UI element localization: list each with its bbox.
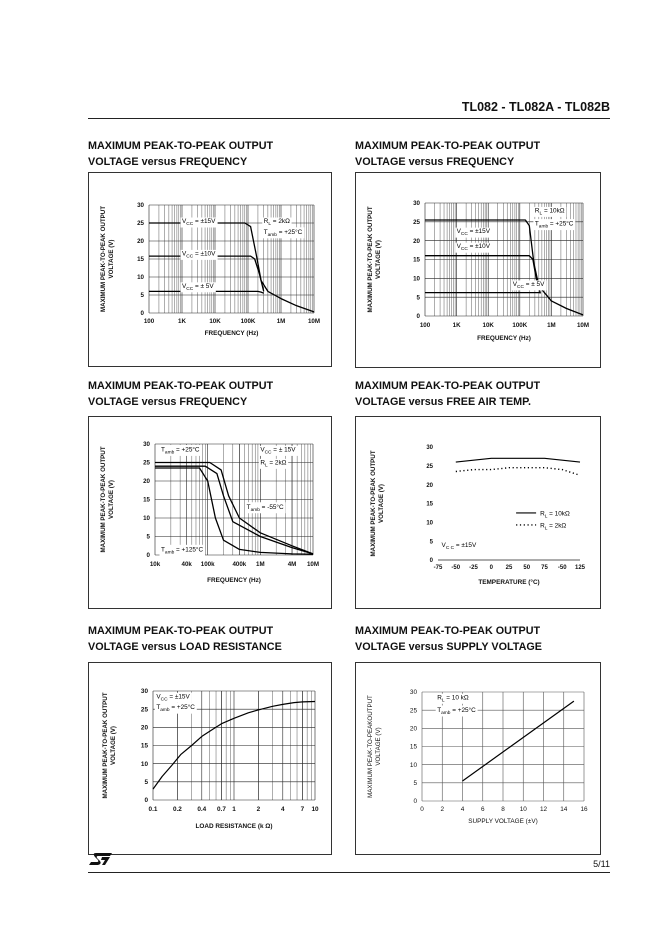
chart3-y-tick-label: 15 [143,496,150,504]
chart3-x-tick-label: 10k [149,561,161,568]
svg-text:RL = 10kΩ: $R_L = 10k\Omega$ [534,207,565,217]
chart5-x-tick-label: 2 [256,806,261,813]
chart6-y-tick-label: 10 [409,761,417,769]
chart1-title-line2: VOLTAGE versus FREQUENCY [88,156,248,168]
chart3-x-tick-label: 4M [287,561,297,568]
chart4-legend-entry [516,510,570,519]
chart5-title [88,623,338,655]
chart5-x-tick-label: 1 [232,806,236,813]
chart6-y-tick-label: 0 [413,798,417,806]
svg-text:VCC = ±15V: $V_{CC} = \pm 15V$ [156,693,190,703]
chart4-x-tick-label: 75 [541,565,548,571]
svg-text:VCC = ± 5V: $V_{CC}$ = ± 5V [512,280,545,290]
chart4-x-tick-label: -75 [433,565,443,571]
chart4-frame [355,416,601,609]
chart3-frame [88,416,332,609]
chart6-annotation [436,694,471,704]
chart1-svg [89,173,331,366]
chart1-annotation [262,227,304,238]
chart4-title-line2: VOLTAGE versus FREE AIR TEMP. [355,396,531,408]
chart6-y-tick-label: 20 [409,725,417,733]
chart6-title-line1: MAXIMUM PEAK-TO-PEAK OUTPUT [355,625,541,637]
chart3-y-tick-label: 20 [143,478,150,486]
chart5-frame [88,662,332,855]
chart6-x-tick-label: 16 [580,806,588,813]
chart3-y-tick-label: 5 [146,533,150,541]
chart3-x-axis-label: FREQUENCY (Hz) [207,577,261,584]
chart1-frame [88,172,332,367]
chart4-y-tick-label: 30 [426,445,433,452]
chart1-y-tick-label: 15 [137,256,144,264]
page-number: 5/11 [593,859,610,869]
chart3-y-tick-label: 30 [143,441,150,449]
chart1-y-axis-label: MAXIMUM PEAK-TO-PEAK OUTPUTVOLTAGE (V) [100,205,115,313]
chart6-frame [355,662,601,855]
svg-text:VCC = ±15V: $V_{CC} = \pm 15V$ [182,218,216,227]
chart3-x-tick-label: 40k [181,561,192,568]
chart2-y-tick-label: 25 [413,219,420,227]
chart3-x-tick-label: 10M [306,561,320,568]
svg-text:Tamb = +25°C: $T_{amb} = +25^\circ C$ [534,220,574,230]
chart4-x-tick-label: 50 [523,565,531,571]
svg-text:VCC = ± 15V: $V_{CC}$ = ± 15V [260,446,296,456]
chart1-annotation [181,282,216,292]
chart2-annotation [455,243,492,253]
chart2-annotation [455,228,492,238]
chart4-x-tick-label: 125 [574,565,586,571]
chart2-y-tick-label: 0 [416,313,420,321]
document-title: TL082 - TL082A - TL082B [461,100,610,114]
chart2-x-tick-label: 1K [452,322,461,329]
chart4-x-tick-label: -50 [451,565,461,571]
chart1-x-tick-label: 10K [209,318,221,325]
chart3-svg [89,417,331,608]
chart4-series-line [456,468,580,476]
chart6-svg [356,663,600,854]
chart1-y-tick-label: 20 [137,238,144,246]
chart5-y-tick-label: 0 [144,797,148,805]
chart4-y-tick-label: 5 [429,539,433,546]
chart5-title-line1: MAXIMUM PEAK-TO-PEAK OUTPUT [88,625,274,637]
chart1-x-tick-label: 100 [143,318,155,325]
chart6-x-tick-label: 4 [460,806,465,813]
svg-text:Tamb = +125°C: $T_{amb} = +125^\circ C$ [161,546,204,556]
chart2-y-tick-label: 10 [413,275,420,283]
footer-rule [88,872,610,873]
chart5-x-tick-label: 0.4 [197,806,207,813]
chart2-x-tick-label: 100 [419,322,431,329]
chart1-y-tick-label: 5 [140,292,144,300]
chart3-series-line [155,466,313,554]
chart6-annotation [436,705,478,716]
svg-text:RL = 2kΩ: $R_L = 2k\Omega$ [540,522,567,532]
chart4-svg [356,417,600,608]
chart3-annotation [259,459,288,469]
chart4-title [355,378,605,410]
chart5-y-tick-label: 15 [140,742,148,750]
chart3-y-axis-label: MAXIMUM PEAK-TO-PEAK OUTPUTVOLTAGE (V) [100,446,115,553]
chart5-y-tick-label: 10 [140,760,148,768]
svg-text:VCC = ±15V: $V_{CC} = \pm 15V$ [456,228,490,238]
chart3-y-tick-label: 25 [143,459,150,467]
chart5-y-tick-label: 25 [140,706,148,714]
svg-text:VC C = ±15V: $V_{C C} = \pm 15V$ [441,541,477,551]
chart6-x-tick-label: 2 [440,806,445,813]
chart5-x-tick-label: 7 [300,806,305,813]
chart4-y-tick-label: 0 [429,558,433,565]
chart5-x-tick-label: 0.1 [148,806,158,813]
chart1-annotation [181,218,218,228]
chart1-title-line1: MAXIMUM PEAK-TO-PEAK OUTPUT [88,140,274,152]
chart2-x-tick-label: 100K [512,322,528,329]
chart1-y-tick-label: 0 [140,310,144,318]
chart3-title-line1: MAXIMUM PEAK-TO-PEAK OUTPUT [88,380,274,392]
chart5-y-tick-label: 30 [140,688,148,696]
chart1-y-tick-label: 30 [137,202,144,210]
chart6-x-axis-label: SUPPLY VOLTAGE (±V) [468,818,538,825]
chart2-y-axis-label: MAXIMUM PEAK-TO-PEAK OUTPUTVOLTAGE (V) [367,206,382,313]
chart6-series-line [463,701,574,781]
chart4-title-line1: MAXIMUM PEAK-TO-PEAK OUTPUT [355,380,541,392]
svg-text:RL = 2kΩ: $R_L = 2k\Omega$ [263,218,290,227]
svg-text:VCC = ± 5V: $V_{CC}$ = ± 5V [182,282,214,292]
chart3-annotation [160,445,202,456]
chart4-series-line [456,458,580,462]
chart5-x-tick-label: 10 [311,806,319,813]
svg-text:RL = 2kΩ: $R_L = 2k\Omega$ [260,459,287,469]
chart2-x-tick-label: 10M [576,322,590,329]
chart3-x-tick-label: 100k [200,561,215,568]
chart3-annotation [245,502,285,513]
chart2-x-tick-label: 10K [482,322,494,329]
st-logo-icon [88,852,114,866]
chart2-annotation [533,219,575,230]
chart6-y-tick-label: 30 [409,689,417,697]
chart3-y-tick-label: 10 [143,515,150,523]
chart3-x-tick-label: 1M [256,561,265,568]
svg-text:Tamb = +25°C: $T_{amb} = +25^\circ C$ [437,706,476,716]
chart1-x-tick-label: 100K [240,318,256,325]
chart3-y-tick-label: 0 [146,552,150,560]
chart2-series-line [425,220,583,315]
chart1-title [88,138,338,170]
chart2-title [355,138,605,170]
chart2-y-tick-label: 15 [413,256,420,264]
chart6-title-line2: VOLTAGE versus SUPPLY VOLTAGE [355,641,542,653]
svg-text:Tamb = -55°C: $T_{amb} = -55^\circ C$ [246,503,284,513]
svg-text:VCC = ±10V: $V_{CC} = \pm 10V$ [182,250,216,260]
chart6-y-axis-label: MAXIMUM PEAK-TO-PEAKOUTPUTVOLTAGE (V) [367,695,382,798]
chart6-x-tick-label: 6 [480,806,485,813]
chart5-x-tick-label: 0.7 [217,806,226,813]
chart3-grid [155,444,313,555]
chart4-x-axis-label: TEMPERATURE (°C) [478,579,540,586]
chart2-y-tick-label: 20 [413,237,420,245]
chart3-x-tick-label: 400k [232,561,247,568]
chart1-x-tick-label: 10M [307,318,321,325]
chart5-y-tick-label: 20 [140,724,148,732]
chart6-y-tick-label: 5 [413,780,417,788]
svg-text:Tamb = +25°C: $T_{amb} = +25^\circ C$ [156,704,195,714]
chart3-series-line [155,463,313,554]
chart5-y-axis-label: MAXIMUM PEAK-TO-PEAK OUTPUTVOLTAGE (V) [102,692,117,799]
chart2-x-tick-label: 1M [547,322,556,329]
header-rule [88,118,610,119]
chart2-y-tick-label: 30 [413,200,420,208]
chart2-frame [355,172,601,368]
chart4-x-tick-label: 0 [489,565,493,571]
chart4-y-tick-label: 15 [426,501,433,508]
chart2-title-line1: MAXIMUM PEAK-TO-PEAK OUTPUT [355,140,541,152]
chart1-annotation [181,250,218,260]
chart4-legend-entry [516,522,566,531]
chart2-annotation [533,207,566,217]
chart3-title-line2: VOLTAGE versus FREQUENCY [88,396,248,408]
chart6-x-tick-label: 12 [539,806,548,813]
chart4-x-tick-label: 25 [505,565,513,571]
chart2-annotation [511,280,546,290]
chart6-x-tick-label: 10 [519,806,527,813]
chart4-y-tick-label: 10 [426,520,433,527]
chart6-y-tick-label: 25 [409,707,417,715]
chart4-annotation [440,541,478,551]
svg-text:RL = 10kΩ: $R_L = 10k\Omega$ [540,510,570,520]
chart4-y-axis-label: MAXIMUM PEAK-TO-PEAK OUTPUTVOLTAGE (V) [370,450,385,557]
chart3-title [88,378,338,410]
chart1-x-tick-label: 1M [276,318,286,325]
chart6-x-tick-label: 0 [420,806,424,813]
chart1-y-tick-label: 10 [137,274,144,282]
chart5-annotation [155,693,192,703]
chart6-y-tick-label: 15 [409,743,417,751]
chart2-svg [356,173,600,367]
chart4-y-tick-label: 20 [426,482,433,489]
chart5-y-tick-label: 5 [144,779,148,787]
chart6-title [355,623,605,655]
chart1-x-tick-label: 1K [178,318,186,325]
chart5-svg [89,663,331,854]
chart1-annotation [262,218,291,228]
chart2-title-line2: VOLTAGE versus FREQUENCY [355,156,515,168]
chart4-y-tick-label: 25 [426,464,433,471]
chart6-x-tick-label: 8 [501,806,505,813]
svg-text:Tamb = +25°C: $T_{amb} = +25^\circ C$ [161,446,200,456]
chart5-x-tick-label: 0.2 [172,806,182,813]
chart6-x-tick-label: 14 [560,806,568,813]
chart4-x-tick-label: -50 [557,565,567,571]
chart5-x-tick-label: 4 [280,806,285,813]
chart5-x-axis-label: LOAD RESISTANCE (k Ω) [195,823,273,830]
chart2-x-axis-label: FREQUENCY (Hz) [477,335,531,342]
chart3-annotation [259,446,298,456]
svg-text:VCC = ±10V: $V_{CC} = \pm 10V$ [456,243,490,253]
chart1-y-tick-label: 25 [137,220,144,228]
chart4-x-tick-label: -25 [469,565,478,571]
svg-text:RL = 10 kΩ: $R_L = 10$ kΩ [437,694,469,704]
chart5-annotation [155,703,197,714]
chart3-annotation [160,545,205,556]
chart5-title-line2: VOLTAGE versus LOAD RESISTANCE [88,641,282,653]
svg-text:Tamb = +25°C: $T_{amb} = +25^\circ C$ [263,228,303,238]
chart2-y-tick-label: 5 [416,294,420,302]
chart1-x-axis-label: FREQUENCY (Hz) [204,330,259,337]
